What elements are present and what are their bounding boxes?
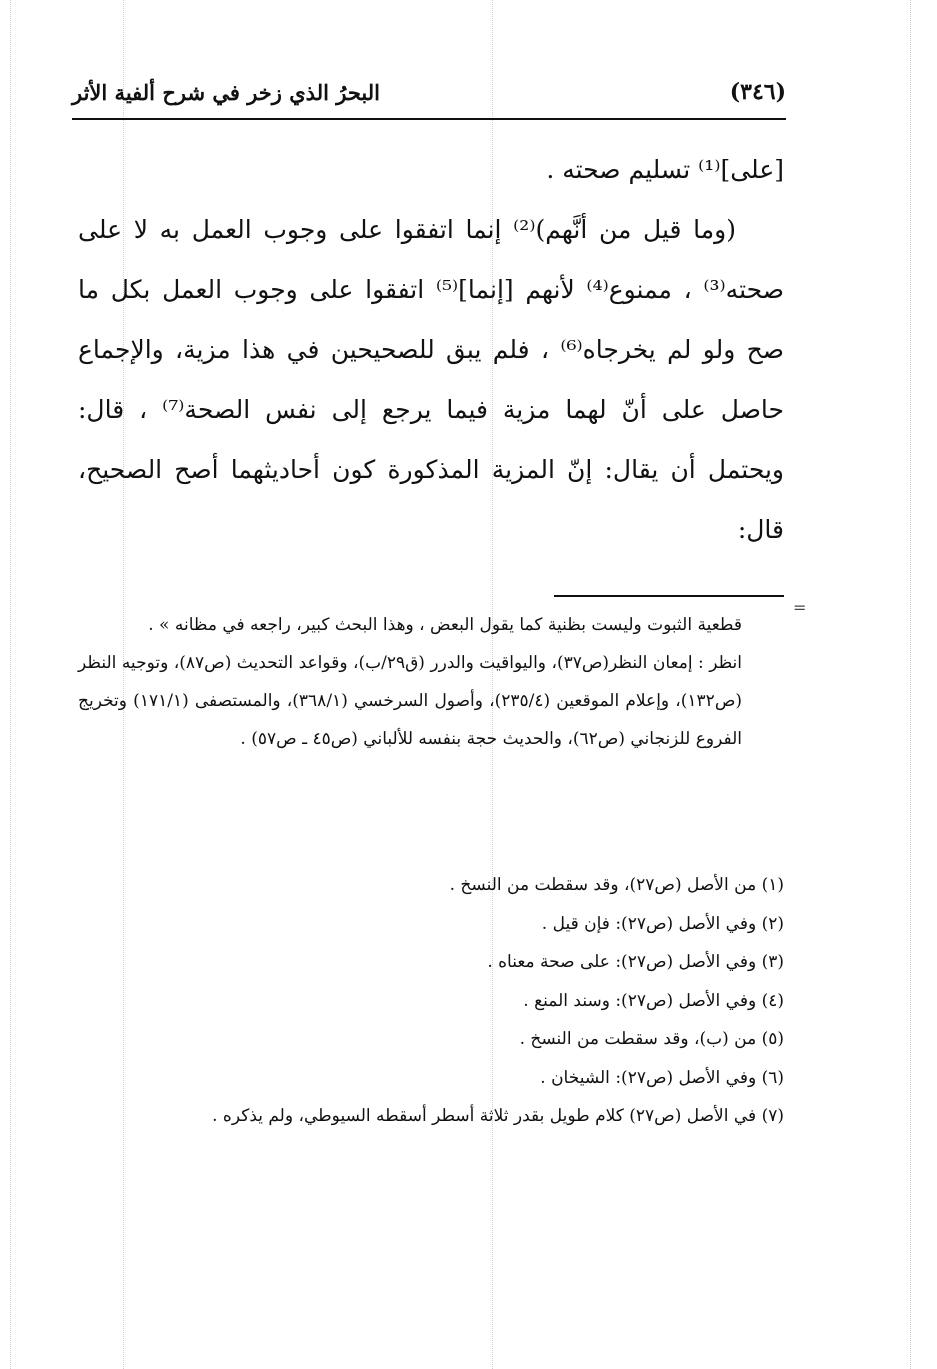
scan-artifact-line — [10, 0, 11, 1369]
footnote-item: (١) من الأصل (ص٢٧)، وقد سقطت من النسخ . — [449, 875, 784, 895]
footnote-text: انظر : إمعان النظر(ص٣٧)، واليواقيت والدرر (ق٢٩/ب)، وقواعد التحديث (ص٨٧)، وتوجيه النظر (ص١٣٢)، وإعلام الموقعين (٢٣٥/٤)، وأصول السرخسي (٣٦٨/١)، والمستصفى (١٧١/١) وتخريج الفروع للزنجاني (ص٦٢)، والحديث حجة بنفسه للألباني (ص٤٥ ـ ص٥٧) . — [78, 653, 742, 749]
running-title: البحرُ الذي زخر في شرح ألفية الأثر — [72, 79, 380, 105]
main-paragraph: (وما قيل من أنَّهم)⁽²⁾ إنما اتفقوا على وجوب العمل به لا على صحته⁽³⁾ ، ممنوع⁽⁴⁾ لأنهم [إنما]⁽⁵⁾ اتفقوا على وجوب العمل بكل ما صح ولو لم يخرجاه⁽⁶⁾ ، فلم يبق للصحيحين في هذا مزية، والإجماع حاصل على أنّ لهما مزية فيما يرجع إلى نفس الصحة⁽⁷⁾ ، قال: ويحتمل أن يقال: إنّ المزية المذكورة كون أحاديثهما أصح الصحيح، قال: — [78, 215, 785, 544]
footnote-continuation — [78, 606, 742, 758]
page-number: (٣٤٦) — [729, 79, 786, 105]
footnote-item: (٥) من (ب)، وقد سقطت من النسخ . — [519, 1029, 784, 1049]
footnote-item: (٤) وفي الأصل (ص٢٧): وسند المنع . — [523, 990, 784, 1011]
scan-artifact-line — [910, 0, 911, 1369]
footnote-text: قطعية الثبوت وليست بظنية كما يقول البعض ، وهذا البحث كبير، راجعه في مظانه » . — [148, 615, 742, 635]
footnote-item: (٣) وفي الأصل (ص٢٧): على صحة معناه . — [487, 952, 784, 972]
footnote-item: (٢) وفي الأصل (ص٢٧): فإن قيل . — [541, 913, 784, 934]
main-paragraph: [على]⁽¹⁾ تسليم صحته . — [546, 155, 784, 184]
footnote-item: (٦) وفي الأصل (ص٢٧): الشيخان . — [540, 1067, 784, 1088]
page-header — [72, 72, 786, 112]
footnote-list — [78, 866, 784, 1136]
footnote-separator — [554, 595, 784, 597]
footnote-continuation-mark: = — [793, 598, 807, 617]
header-rule — [72, 118, 786, 120]
main-text — [78, 140, 784, 560]
footnote-item: (٧) في الأصل (ص٢٧) كلام طويل بقدر ثلاثة أسطر أسقطه السيوطي، ولم يذكره . — [212, 1106, 784, 1126]
